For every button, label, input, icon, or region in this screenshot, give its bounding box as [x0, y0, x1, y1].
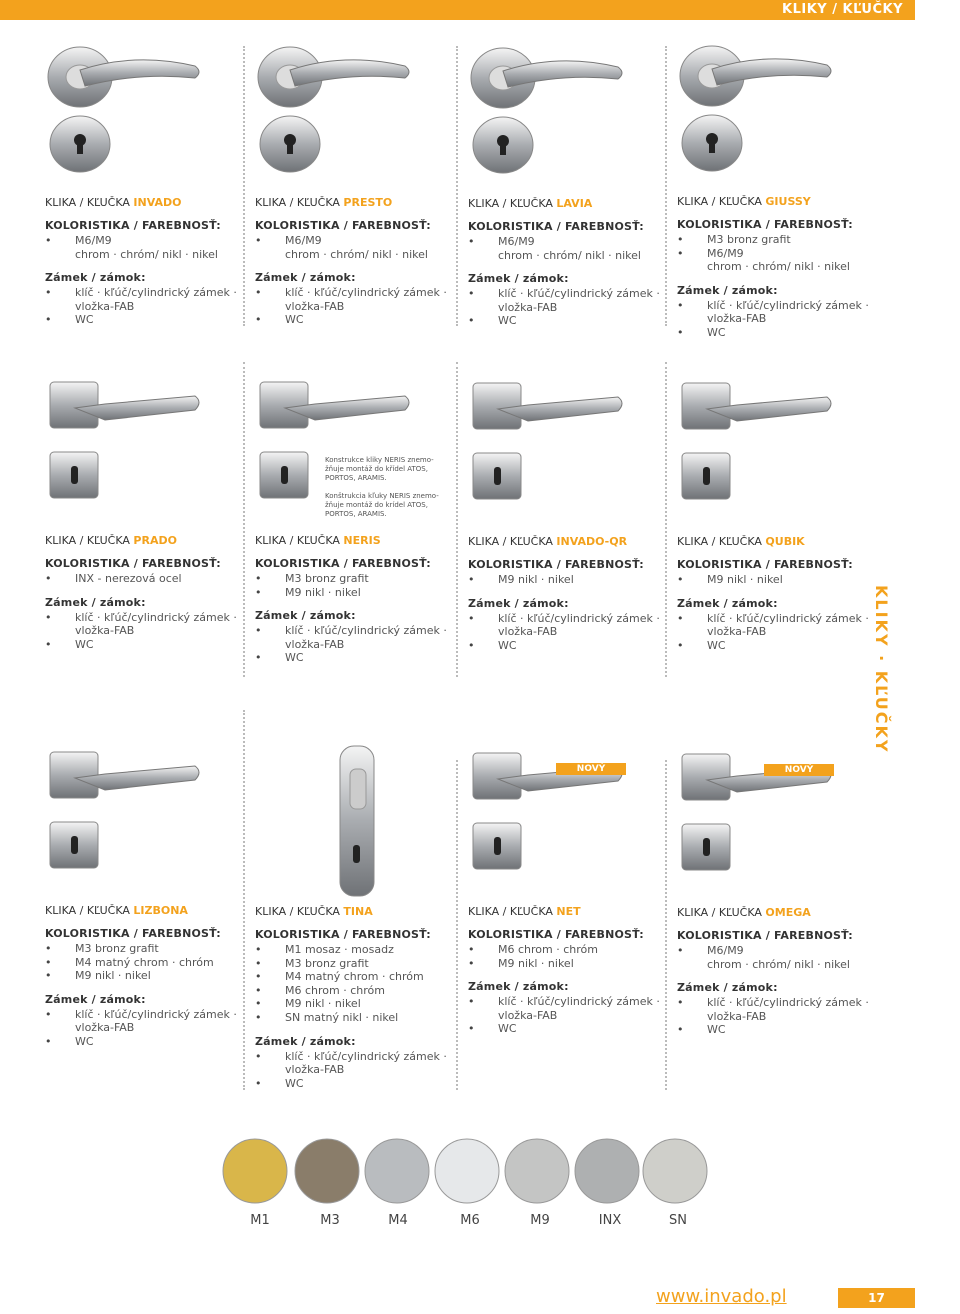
handle-image — [45, 370, 245, 530]
new-badge: NOVÝ — [556, 763, 626, 775]
color-list — [255, 234, 455, 261]
note-line: Konštrukcia kľuky NERIS znemo- — [325, 492, 439, 500]
product-title — [468, 197, 668, 210]
colors-heading: KOLORISTIKA / FAREBNOSŤ: — [468, 928, 644, 941]
lock-item: vložka-FAB — [285, 1063, 345, 1077]
lock-heading: Zámek / zámok: — [255, 609, 356, 623]
column-separator — [456, 362, 458, 677]
product-name: NERIS — [343, 534, 381, 547]
color-list — [468, 943, 668, 970]
note-line: žňuje montáž do krídel ATOS, — [325, 501, 428, 509]
color-list — [255, 572, 455, 599]
colors-heading: KOLORISTIKA / FAREBNOSŤ: — [255, 557, 431, 570]
color-item: chrom · chróm/ nikl · nikel — [707, 957, 850, 971]
color-item: • M6/M9 — [45, 234, 245, 248]
product-name: NET — [556, 905, 581, 918]
website-link[interactable]: www.invado.pl — [656, 1286, 787, 1307]
neris-note-cz — [325, 456, 453, 483]
title-prefix: KLIKA / KĽUČKA — [468, 535, 553, 548]
swatch-sn — [643, 1139, 707, 1203]
lock-item: vložka-FAB — [285, 637, 345, 651]
neris-note-sk — [325, 492, 453, 519]
product-image — [45, 32, 245, 192]
color-item: chrom · chróm/ nikl · nikel — [285, 247, 428, 261]
product-invado — [45, 32, 245, 327]
colors-heading: KOLORISTIKA / FAREBNOSŤ: — [255, 219, 431, 232]
title-prefix: KLIKA / KĽUČKA — [677, 535, 762, 548]
color-item: • M3 bronz grafit — [255, 957, 455, 971]
handle-image — [468, 371, 668, 531]
colors-heading: KOLORISTIKA / FAREBNOSŤ: — [677, 929, 853, 942]
lock-heading: Zámek / zámok: — [255, 1034, 356, 1048]
color-list — [468, 573, 668, 587]
product-qubik — [677, 371, 877, 652]
note-line: žňuje montáž do křídel ATOS, — [325, 465, 428, 473]
title-prefix: KLIKA / KĽUČKA — [45, 534, 130, 547]
product-name: GIUSSY — [765, 195, 811, 208]
color-item: • M9 nikl · nikel — [677, 573, 877, 587]
swatch-m6 — [435, 1139, 499, 1203]
product-name: QUBIK — [765, 535, 805, 548]
lock-list — [677, 299, 877, 340]
lock-item: vložka-FAB — [707, 625, 767, 639]
product-prado — [45, 370, 245, 651]
product-image — [255, 741, 455, 901]
lock-item: • WC — [677, 326, 877, 340]
swatch-label: M9 — [530, 1213, 550, 1228]
product-title — [45, 196, 245, 209]
color-item: chrom · chróm/ nikl · nikel — [707, 260, 850, 274]
lock-heading: Zámek / zámok: — [255, 271, 356, 285]
lock-list — [255, 286, 455, 327]
lock-item: vložka-FAB — [285, 299, 345, 313]
color-swatches — [215, 1138, 735, 1204]
product-presto — [255, 32, 455, 327]
title-prefix: KLIKA / KĽUČKA — [45, 196, 130, 209]
color-item: • M6/M9 — [468, 235, 668, 249]
handle-image — [255, 741, 455, 901]
swatch-label: M1 — [250, 1213, 270, 1228]
lock-heading: Zámek / zámok: — [45, 595, 146, 609]
product-name: OMEGA — [765, 906, 811, 919]
product-lizbona — [45, 740, 245, 1049]
swatch-inx — [575, 1139, 639, 1203]
product-lavia — [468, 33, 668, 328]
color-item: • M3 bronz grafit — [677, 233, 877, 247]
product-title — [45, 904, 245, 917]
lock-item: • klíč · kľúč/cylindrický zámek · — [45, 611, 245, 625]
header-title: KLIKY / KĽUČKY — [782, 2, 903, 17]
lock-heading: Zámek / zámok: — [677, 283, 778, 297]
swatch-label: M6 — [460, 1213, 480, 1228]
lock-item: • WC — [468, 1022, 668, 1036]
handle-image — [255, 32, 455, 192]
lock-item: • WC — [468, 314, 668, 328]
product-title — [677, 195, 877, 208]
colors-heading: KOLORISTIKA / FAREBNOSŤ: — [468, 558, 644, 571]
product-title — [677, 906, 877, 919]
lock-item: • WC — [45, 313, 245, 327]
lock-item: • WC — [255, 313, 455, 327]
color-item: chrom · chróm/ nikl · nikel — [75, 247, 218, 261]
lock-item: vložka-FAB — [75, 624, 135, 638]
color-item: • INX - nerezová ocel — [45, 572, 245, 586]
side-label: KLIKY · KĽUČKY — [872, 585, 891, 754]
color-item: • M9 nikl · nikel — [468, 573, 668, 587]
lock-list — [677, 612, 877, 653]
product-image — [45, 740, 245, 900]
lock-item: • klíč · kľúč/cylindrický zámek · — [677, 612, 877, 626]
product-image — [677, 31, 877, 191]
color-item: • M4 matný chrom · chróm — [255, 970, 455, 984]
product-title — [255, 534, 455, 547]
color-item: • M4 matný chrom · chróm — [45, 956, 245, 970]
product-name: INVADO-QR — [556, 535, 628, 548]
title-prefix: KLIKA / KĽUČKA — [45, 904, 130, 917]
lock-item: • WC — [677, 1023, 877, 1037]
product-invado-qr — [468, 371, 668, 652]
color-item: • SN matný nikl · nikel — [255, 1011, 455, 1025]
lock-item: vložka-FAB — [707, 312, 767, 326]
column-separator — [456, 760, 458, 1090]
handle-image — [677, 371, 877, 531]
product-image — [468, 371, 668, 531]
lock-item: • WC — [677, 639, 877, 653]
product-title — [677, 535, 877, 548]
product-title — [45, 534, 245, 547]
lock-item: • WC — [255, 651, 455, 665]
lock-heading: Zámek / zámok: — [468, 272, 569, 286]
colors-heading: KOLORISTIKA / FAREBNOSŤ: — [677, 218, 853, 231]
product-title — [468, 905, 668, 918]
color-item: • M9 nikl · nikel — [45, 969, 245, 983]
lock-item: vložka-FAB — [75, 1021, 135, 1035]
note-line: PORTOS, ARAMIS. — [325, 510, 387, 518]
lock-list — [45, 1008, 245, 1049]
product-tina — [255, 741, 455, 1090]
title-prefix: KLIKA / KĽUČKA — [255, 196, 340, 209]
product-image — [255, 32, 455, 192]
product-title — [255, 196, 455, 209]
color-item: • M9 nikl · nikel — [255, 586, 455, 600]
product-image — [468, 33, 668, 193]
colors-heading: KOLORISTIKA / FAREBNOSŤ: — [45, 557, 221, 570]
product-image — [45, 370, 245, 530]
lock-item: vložka-FAB — [75, 299, 135, 313]
lock-list — [468, 287, 668, 328]
colors-heading: KOLORISTIKA / FAREBNOSŤ: — [45, 927, 221, 940]
colors-heading: KOLORISTIKA / FAREBNOSŤ: — [255, 928, 431, 941]
color-list — [677, 233, 877, 274]
lock-item: • klíč · kľúč/cylindrický zámek · — [468, 287, 668, 301]
color-list — [45, 942, 245, 983]
lock-item: • WC — [255, 1077, 455, 1091]
lock-item: • WC — [468, 639, 668, 653]
color-item: • M3 bronz grafit — [45, 942, 245, 956]
swatch-label: M3 — [320, 1213, 340, 1228]
lock-list — [468, 612, 668, 653]
swatch-m9 — [505, 1139, 569, 1203]
lock-list — [45, 611, 245, 652]
lock-item: vložka-FAB — [498, 1008, 558, 1022]
title-prefix: KLIKA / KĽUČKA — [677, 195, 762, 208]
product-title — [255, 905, 455, 918]
lock-item: • klíč · kľúč/cylindrický zámek · — [255, 624, 455, 638]
lock-item: • klíč · kľúč/cylindrický zámek · — [45, 286, 245, 300]
lock-item: • WC — [45, 638, 245, 652]
colors-heading: KOLORISTIKA / FAREBNOSŤ: — [45, 219, 221, 232]
lock-list — [468, 995, 668, 1036]
lock-item: • WC — [45, 1035, 245, 1049]
color-item: • M1 mosaz · mosadz — [255, 943, 455, 957]
swatch-label: INX — [598, 1213, 622, 1228]
color-item: • M6/M9 — [677, 247, 877, 261]
new-badge: NOVÝ — [764, 764, 834, 776]
title-prefix: KLIKA / KĽUČKA — [255, 905, 340, 918]
swatch-m3 — [295, 1139, 359, 1203]
handle-image — [677, 31, 877, 191]
note-line: PORTOS, ARAMIS. — [325, 474, 387, 482]
swatch-label: SN — [669, 1213, 687, 1228]
color-item: chrom · chróm/ nikl · nikel — [498, 248, 641, 262]
handle-image — [45, 32, 245, 192]
swatch-m4 — [365, 1139, 429, 1203]
lock-item: • klíč · kľúč/cylindrický zámek · — [468, 995, 668, 1009]
product-name: INVADO — [133, 196, 182, 209]
color-item: • M6/M9 — [255, 234, 455, 248]
lock-heading: Zámek / zámok: — [45, 271, 146, 285]
color-item: • M9 nikl · nikel — [255, 997, 455, 1011]
lock-heading: Zámek / zámok: — [468, 596, 569, 610]
lock-item: vložka-FAB — [707, 1009, 767, 1023]
lock-list — [677, 996, 877, 1037]
note-line: Konstrukce kliky NERIS znemo- — [325, 456, 434, 464]
lock-heading: Zámek / zámok: — [468, 980, 569, 994]
title-prefix: KLIKA / KĽUČKA — [468, 197, 553, 210]
color-list — [45, 572, 245, 586]
lock-list — [255, 624, 455, 665]
title-prefix: KLIKA / KĽUČKA — [255, 534, 340, 547]
product-omega — [677, 742, 877, 1037]
lock-heading: Zámek / zámok: — [45, 992, 146, 1006]
lock-item: • klíč · kľúč/cylindrický zámek · — [677, 299, 877, 313]
lock-heading: Zámek / zámok: — [677, 981, 778, 995]
product-image — [677, 371, 877, 531]
product-name: LIZBONA — [133, 904, 188, 917]
product-title — [468, 535, 668, 548]
swatch-label: M4 — [388, 1213, 408, 1228]
lock-list — [255, 1050, 455, 1091]
lock-item: vložka-FAB — [498, 300, 558, 314]
swatch-m1 — [223, 1139, 287, 1203]
product-name: TINA — [343, 905, 373, 918]
product-giussy — [677, 31, 877, 340]
color-list — [677, 944, 877, 971]
handle-image — [468, 33, 668, 193]
title-prefix: KLIKA / KĽUČKA — [677, 906, 762, 919]
colors-heading: KOLORISTIKA / FAREBNOSŤ: — [468, 220, 644, 233]
color-item: • M6 chrom · chróm — [468, 943, 668, 957]
lock-item: • klíč · kľúč/cylindrický zámek · — [255, 1050, 455, 1064]
colors-heading: KOLORISTIKA / FAREBNOSŤ: — [677, 558, 853, 571]
product-name: LAVIA — [556, 197, 593, 210]
lock-item: • klíč · kľúč/cylindrický zámek · — [255, 286, 455, 300]
color-item: • M9 nikl · nikel — [468, 957, 668, 971]
lock-item: • klíč · kľúč/cylindrický zámek · — [45, 1008, 245, 1022]
color-item: • M3 bronz grafit — [255, 572, 455, 586]
color-list — [45, 234, 245, 261]
title-prefix: KLIKA / KĽUČKA — [468, 905, 553, 918]
product-name: PRADO — [133, 534, 177, 547]
lock-list — [45, 286, 245, 327]
header-bar — [0, 0, 915, 20]
lock-item: vložka-FAB — [498, 625, 558, 639]
color-list — [255, 943, 455, 1025]
color-list — [677, 573, 877, 587]
color-item: • M6/M9 — [677, 944, 877, 958]
product-net — [468, 741, 668, 1036]
color-item: • M6 chrom · chróm — [255, 984, 455, 998]
column-separator — [456, 46, 458, 326]
color-list — [468, 235, 668, 262]
lock-heading: Zámek / zámok: — [677, 596, 778, 610]
product-name: PRESTO — [343, 196, 393, 209]
lock-item: • klíč · kľúč/cylindrický zámek · — [677, 996, 877, 1010]
handle-image — [45, 740, 245, 900]
page-number: 17 — [838, 1288, 915, 1308]
lock-item: • klíč · kľúč/cylindrický zámek · — [468, 612, 668, 626]
